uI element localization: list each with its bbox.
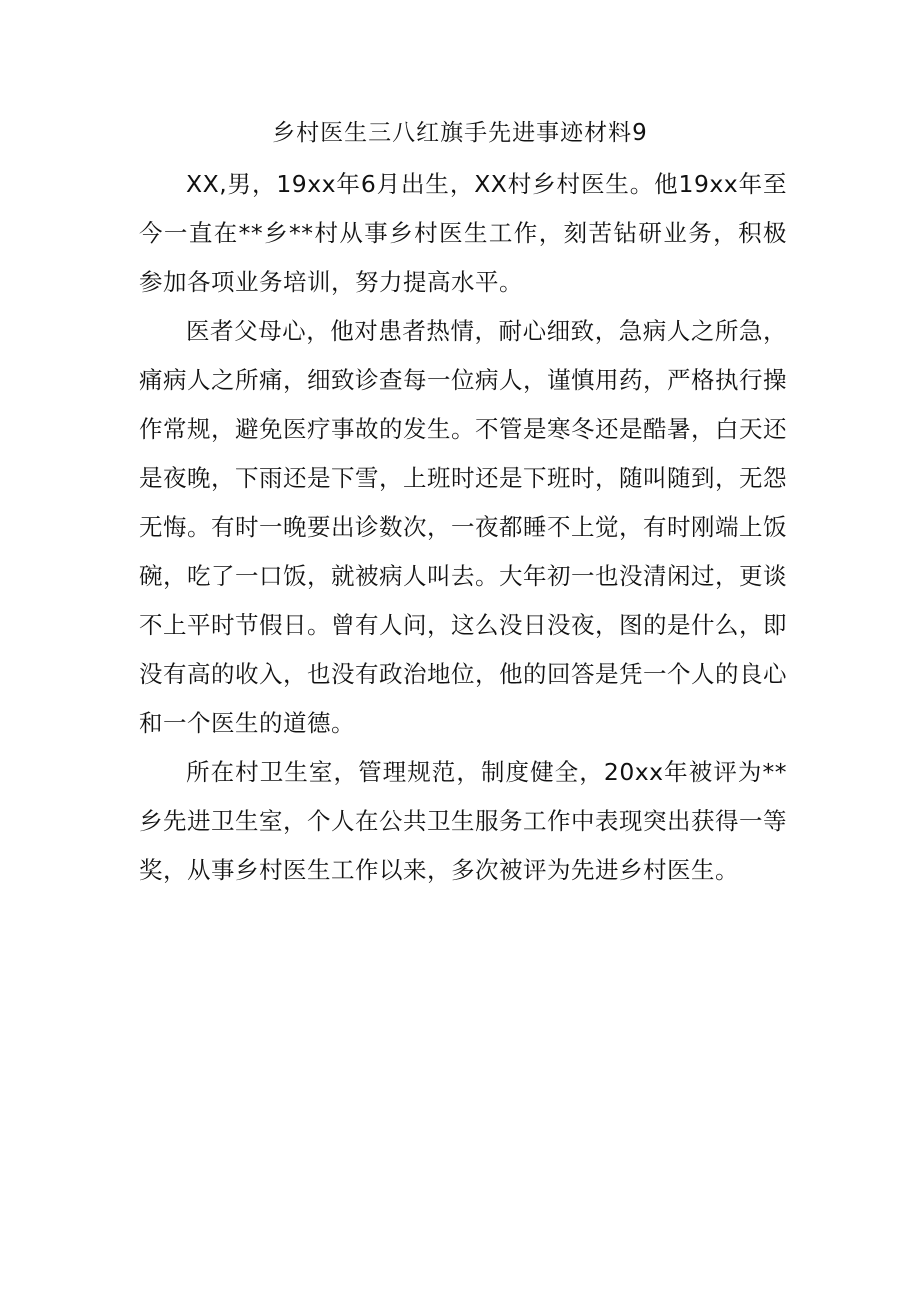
document-title: 乡村医生三八红旗手先进事迹材料9 (272, 120, 648, 146)
paragraph-2: 医者父母心，他对患者热情，耐心细致，急病人之所急，痛病人之所痛，细致诊查每一位病人，谨慎用药，严格执行操作常规，避免医疗事故的发生。不管是寒冬还是酷暑，白天还是夜晚，下雨还是下雪，上班时还是下班时，随叫随到，无怨无悔。有时一晚要出诊数次，一夜都睡不上觉，有时刚端上饭碗，吃了一口饭，就被病人叫去。大年初一也没清闲过，更谈不上平时节假日。曾有人问，这么没日没夜，图的是什么，即没有高的收入，也没有政治地位，他的回答是凭一个人的良心和一个医生的道德。 (139, 317, 787, 737)
document-body (139, 160, 787, 895)
paragraph-3: 所在村卫生室，管理规范，制度健全，20xx年被评为**乡先进卫生室，个人在公共卫生服务工作中表现突出获得一等奖，从事乡村医生工作以来，多次被评为先进乡村医生。 (139, 758, 787, 884)
paragraph-1: XX,男，19xx年6月出生，XX村乡村医生。他19xx年至今一直在**乡**村从事乡村医生工作，刻苦钻研业务，积极参加各项业务培训，努力提高水平。 (139, 170, 787, 296)
